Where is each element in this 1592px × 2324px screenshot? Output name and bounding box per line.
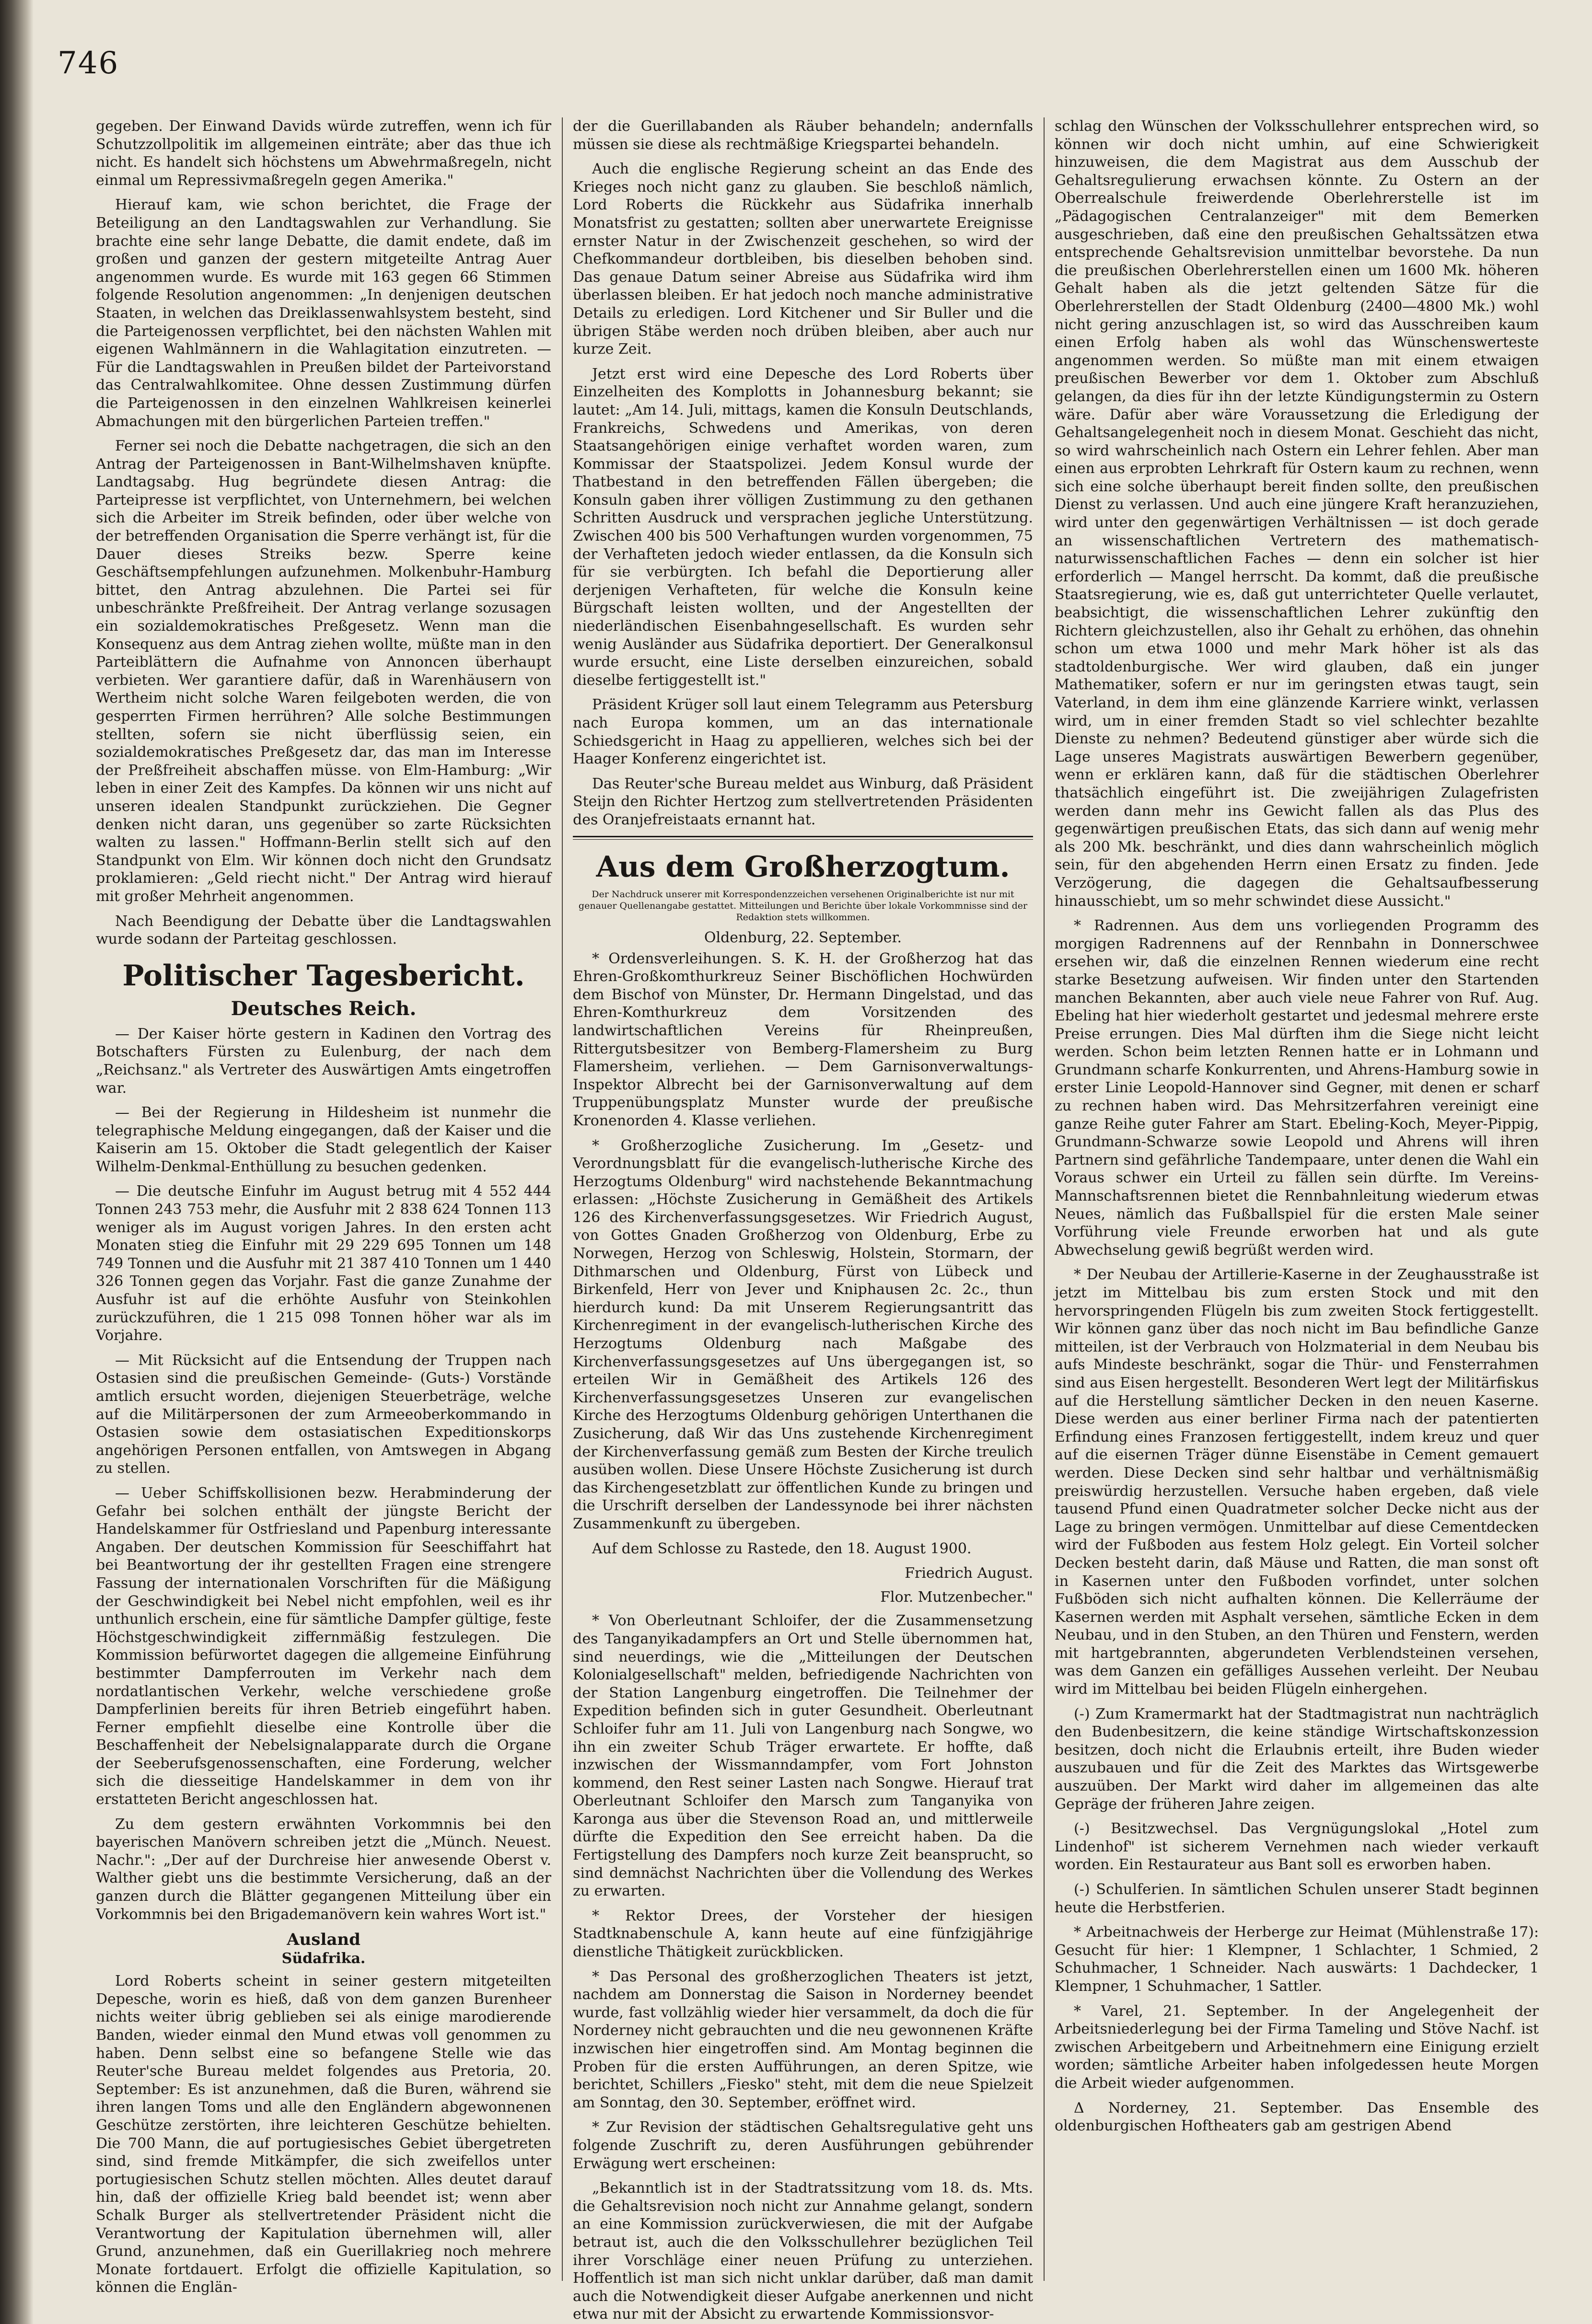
article-paragraph: — Die deutsche Einfuhr im August betrug mit 4 552 444 Tonnen 243 753 mehr, die Ausfuhr mit 2 838 624 Tonnen 113 weniger als im August vorigen Jahres. In den ersten acht Monaten stieg die Einfuhr mit 29 229 695 Tonnen um 148 749 Tonnen und die Ausfuhr mit 21 387 410 Tonnen um 1 440 326 Tonnen gegen das Vorjahr. Fast die ganze Zunahme der Ausfuhr ist auf die erhöhte Ausfuhr von Steinkohlen zurückzuführen, die 1 215 098 Tonnen höher war als im Vorjahre. xyxy=(96,1183,551,1344)
column-middle xyxy=(573,117,1033,2323)
article-paragraph: — Bei der Regierung in Hildesheim ist nunmehr die telegraphische Meldung eingegangen, daß der Kaiser und die Kaiserin am 15. Oktober die Stadt gelegentlich der Kaiser Wilhelm-Denkmal-Enthüllung zu besuchen gedenken. xyxy=(96,1104,551,1175)
article-paragraph: * Großherzogliche Zusicherung. Im „Gesetz- und Verordnungsblatt für die evangelisch-lutherische Kirche des Herzogtums Oldenburg" wird nachstehende Bekanntmachung erlassen: „Höchste Zusicherung in Gemäßheit des Artikels 126 des Kirchenverfassungsgesetzes. Wir Friedrich August, von Gottes Gnaden Großherzog von Oldenburg, Erbe zu Norwegen, Herzog von Schleswig, Holstein, Stormarn, der Dithmarschen und Oldenburg, Fürst von Lübeck und Birkenfeld, Herr von Jever und Kniphausen 2c. 2c., thun hierdurch kund: Da mit Unserem Regierungsantritt das Kirchenregiment in der evangelisch-lutherischen Kirche des Herzogtums Oldenburg nach Maßgabe des Kirchenverfassungsgesetzes auf Uns übergegangen ist, so erteilen Wir in Gemäßheit des Artikels 126 des Kirchenverfassungsgesetzes Unseren zur evangelischen Kirche des Herzogtums Oldenburg gehörigen Unterthanen die Zusicherung, daß Wir das Uns zustehende Kirchenregiment der Kirchenverfassung gemäß zum Besten der Kirche treulich ausüben wollen. Diese Unsere Höchste Zusicherung ist durch das Kirchengesetzblatt zur öffentlichen Kunde zu bringen und die Urschrift derselben der Landessynode bei ihrer nächsten Zusammenkunft zu übergeben. xyxy=(573,1137,1033,1532)
article-paragraph: * Zur Revision der städtischen Gehaltsregulative geht uns folgende Zuschrift zu, deren Ausführungen gebührender Erwägung wert erscheinen: xyxy=(573,2119,1033,2172)
article-paragraph: * Der Neubau der Artillerie-Kaserne in der Zeughausstraße ist jetzt im Mittelbau bis zum ersten Stock und mit den hervorspringenden Flügeln bis zum zweiten Stock fertiggestellt. Wir können ganz über das noch nicht im Bau befindliche Ganze mitteilen, ist der Verbrauch von Holzmaterial in dem Neubau bis aufs Mindeste beschränkt, sogar die Thür- und Fensterrahmen sind aus Eisen hergestellt. Besonderen Wert legt der Militärfiskus auf die Herstellung sämtlicher Decken in den neuen Kaserne. Diese werden aus einer berliner Firma nach der patentierten Erfindung eines Franzosen fertiggestellt, indem kreuz und quer auf die eisernen Träger dünne Eisenstäbe in Cement gemauert werden. Diese Decken sind sehr haltbar und verhältnismäßig preiswürdig herzustellen. Versuche haben ergeben, daß viele tausend Pfund einen Quadratmeter solcher Decke nicht aus der Lage zu bringen vermögen. Unmittelbar auf diese Cementdecken wird der Fußboden aus festem Holz gelegt. Ein Vorteil solcher Decken besteht darin, daß Mäuse und Ratten, die man sonst oft in Kasernen unter den Fußboden vorfindet, unter solchen Fußböden sich nicht aufhalten können. Die Kellerräume der Kasernen werden mit Asphalt versehen, sämtliche Ecken in dem Neubau, und in den Stuben, an den Thüren und Fenstern, werden mit hartgebrannten, abgerundeten Verblendsteinen versehen, was dem Ganzen ein gefälliges Aussehen verleiht. Der Neubau wird im Mittelbau bei beiden Flügeln einhergehen. xyxy=(1055,1266,1539,1698)
article-paragraph: der die Guerillabanden als Räuber behandeln; andernfalls müssen sie diese als rechtmäßige Kriegspartei behandeln. xyxy=(573,118,1033,153)
article-paragraph: Präsident Krüger soll laut einem Telegramm aus Petersburg nach Europa kommen, um an das internationale Schiedsgericht in Haag zu appellieren, welches sich bei der Haager Konferenz eingerichtet ist. xyxy=(573,696,1033,768)
article-paragraph: (-) Zum Kramermarkt hat der Stadtmagistrat nun nachträglich den Budenbesitzern, die keine ständige Wirtschaftskonzession besitzen, doch nicht die Erlaubnis erteilt, ihre Buden wieder auszubauen und für die Zeit des Marktes das Wirtsgewerbe auszuüben. Der Markt wird daher im allgemeinen das alte Gepräge der früheren Jahre zeigen. xyxy=(1055,1705,1539,1813)
article-paragraph: — Ueber Schiffskollisionen bezw. Herabminderung der Gefahr bei solchen enthält der jüngste Bericht der Handelskammer für Ostfriesland und Papenburg interessante Angaben. Der deutschen Kommission für Seeschiffahrt hat bei Beantwortung der ihr gestellten Fragen eine strengere Fassung der internationalen Vorschriften für die Mäßigung der Geschwindigkeit bei Nebel nicht empfohlen, weil es ihr unthunlich erschein, eine für sämtliche Dampfer gültige, feste Höchstgeschwindigkeit ziffernmäßig festzulegen. Die Kommission befürwortet dagegen die allgemeine Einführung bestimmter Dampferrouten im Verkehr nach dem nordatlantischen Verkehr, welche verschiedene große Dampferlinien bereits für ihren Betrieb eingeführt haben. Ferner empfiehlt dieselbe eine Kontrolle über die Beschaffenheit der Nebelsignalapparate durch die Organe der Seeberufsgenossenschaften, eine Forderung, welcher sich die diesseitige Handelskammer in dem von ihr erstatteten Bericht angeschlossen hat. xyxy=(96,1484,551,1808)
article-paragraph: schlag den Wünschen der Volksschullehrer entsprechen wird, so können wir doch nicht umhin, auf eine Schwierigkeit hinzuweisen, die dem Magistrat aus dem Ausschub der Gehaltsregulierung erwachsen könnte. Zu Ostern an der Oberrealschule freiwerdende Oberlehrerstelle ist im „Pädagogischen Centralanzeiger" mit dem Bemerken ausgeschrieben, daß eine den preußischen Gehaltssätzen etwa entsprechende Gehaltsrevision unmittelbar bevorstehe. Da nun die preußischen Oberlehrerstellen einen um 1600 Mk. höheren Gehalt haben als die jetzt geltenden Sätze für die Oberlehrerstellen der Stadt Oldenburg (2400—4800 Mk.) wohl nicht gering anzuschlagen ist, so wird das Ausschreiben kaum einen Erfolg haben als wohl das Wünschenswerteste angenommen werden. So müßte man mit einem etwaigen preußischen Bewerber vor dem 1. Oktober zum Abschluß gelangen, da dies für ihn der letzte Kündigungstermin zu Ostern wäre. Dafür aber wäre Voraussetzung die Erledigung der Gehaltsangelegenheit noch in diesem Monat. Geschieht das nicht, so wird wahrscheinlich nach Ostern ein Lehrer fehlen. Aber man einen aus erprobten Lehrkraft für Ostern kaum zu rechnen, wenn sich eine solche überhaupt bereit finden sollte, den preußischen Dienst zu verlassen. Und auch eine jüngere Kraft heranzuziehen, wird unter den gegenwärtigen Verhältnissen — ist doch gerade an wissenschaftlichen Vertretern des mathematisch-naturwissenschaftlichen Faches — denn ein solcher ist hier erforderlich — Mangel herrscht. Da kommt, daß die preußische Staatsregierung, wie es, daß gut unterrichteter Quelle verlautet, beabsichtigt, die wissenschaftlichen Lehrer zukünftig den Richtern gleichzustellen, also ihr Gehalt zu erhöhen, das ohnehin schon um etwa 1000 und mehr Mark höher ist als das stadtoldenburgische. Wer wird glauben, daß ein junger Mathematiker, sofern er nur im geringsten etwas taugt, sein Vaterland, in dem ihm eine glänzende Karriere winkt, verlassen wird, um in einer fremden Stadt so viel schlechter bezahlte Dienste zu nehmen? Bedeutend günstiger aber würde sich die Lage unseres Magistrats auswärtigen Bewerbern gegenüber, wenn er erklären kann, daß für die städtischen Oberlehrer thatsächlich eingeführt ist. Die zweijährigen Zulagefristen werden dann mehr ins Gewicht fallen als das Plus des gegenwärtigen preußischen Etats, das sich dann auf wenig mehr als 200 Mk. beschränkt, und dies dann wahrscheinlich möglich sein, für den abgehenden Herrn einen Ersatz zu finden. Jede Verzögerung, die dagegen die Gehaltsaufbesserung hinausschiebt, um so mehr schwindet diese Aussicht." xyxy=(1055,118,1539,910)
subsection-heading-suedafrika: Südafrika. xyxy=(281,1950,366,1967)
section-heading-grossherzogtum: Aus dem Großherzogtum. xyxy=(596,850,1010,884)
section-divider xyxy=(573,836,1033,840)
reprint-notice: Der Nachdruck unserer mit Korrespondenzzeichen versehenen Originalberichte ist nur mit genauer Quellenangabe gestattet. Mitteilungen und Berichte über lokale Vorkommnisse sind der Redaktion stets willkommen. xyxy=(578,889,1028,923)
article-paragraph: Zu dem gestern erwähnten Vorkommnis bei den bayerischen Manövern schreiben jetzt die „Münch. Neuest. Nachr.": „Der auf der Durchreise hier anwesende Oberst v. Walther giebt uns die bestimmte Versicherung, daß an der ganzen durch die Blätter gegangenen Mitteilung über ein Vorkommnis bei den Brigademanövern kein wahres Wort ist." xyxy=(96,1815,551,1923)
subsection-heading-ausland: Ausland xyxy=(287,1930,360,1950)
article-paragraph: * Arbeitnachweis der Herberge zur Heimat (Mühlenstraße 17): Gesucht für hier: 1 Klempner, 1 Schlachter, 1 Schmied, 2 Schuhmacher, 1 Schneider. Nach auswärts: 1 Dachdecker, 1 Klempner, 1 Schuhmacher, 1 Sattler. xyxy=(1055,1924,1539,1995)
article-paragraph: * Radrennen. Aus dem uns vorliegenden Programm des morgigen Radrennens auf der Rennbahn in Donnerschwee ersehen wir, daß die einzelnen Rennen wiederum eine recht starke Besetzung aufweisen. Wir finden unter den Startenden manchen Bekannten, aber auch viele neue Fahrer von Ruf. Aug. Ebeling hat hier wiederholt gestartet und jedesmal mehrere erste Preise errungen. Dies Mal dürften ihm die Siege nicht leicht werden. Schon beim letzten Rennen hatte er in Lohmann und Grundmann scharfe Konkurrenten, und Ahrens-Hamburg sowie in erster Linie Leopold-Hannover sind Gegner, mit denen er scharf zu rechnen haben wird. Das Mehrsitzerfahren vereinigt eine ganze Reihe guter Fahrer am Start. Ebeling-Koch, Meyer-Pippig, Grundmann-Schwarze sowie Leopold und Ahrens will ihren Partnern sind gefährliche Tandempaare, unter denen die Wahl ein Voraus schwer ein Urteil zu fällen sein dürfte. Im Vereins-Mannschaftsrennen bietet die Rennbahnleitung wiederum etwas Neues, nämlich das Fußballspiel für die ersten Male seiner Vorführung viele Freunde erworben hat und als gute Abwechselung gewiß begrüßt werden wird. xyxy=(1055,917,1539,1259)
article-paragraph: * Varel, 21. September. In der Angelegenheit der Arbeitsniederlegung bei der Firma Tameling und Stöve Nachf. ist zwischen Arbeitgebern und Arbeitnehmern eine Einigung erzielt worden; sämtliche Arbeiter haben infolgedessen heute Morgen die Arbeit wieder aufgenommen. xyxy=(1055,2002,1539,2092)
column-rule xyxy=(1044,117,1045,2281)
column-rule xyxy=(562,117,563,2281)
article-paragraph: Hierauf kam, wie schon berichtet, die Frage der Beteiligung an den Landtagswahlen zur Verhandlung. Sie brachte eine sehr lange Debatte, die damit endete, daß im großen und ganzen der gestern mitgeteilte Antrag Auer angenommen wurde. Es wurde mit 163 gegen 66 Stimmen folgende Resolution angenommen: „In denjenigen deutschen Staaten, in welchen das Dreiklassenwahlsystem besteht, sind die Parteigenossen verpflichtet, bei den nächsten Wahlen mit eigenen Wahlmännern in die Wahlagitation einzutreten. — Für die Landtagswahlen in Preußen bildet der Parteivorstand das Centralwahlkomitee. Ohne dessen Zustimmung dürfen die Parteigenossen in den einzelnen Wahlkreisen keinerlei Abmachungen mit den bürgerlichen Parteien treffen." xyxy=(96,197,551,430)
article-paragraph: (-) Besitzwechsel. Das Vergnügungslokal „Hotel zum Lindenhof" ist sicherem Vernehmen nach wieder verkauft worden. Ein Restaurateur aus Bant soll es erworben haben. xyxy=(1055,1820,1539,1873)
article-paragraph: Ferner sei noch die Debatte nachgetragen, die sich an den Antrag der Parteigenossen in Bant-Wilhelmshaven knüpfte. Landtagsabg. Hug begründete diesen Antrag: die Parteipresse ist verpflichtet, von Unternehmern, bei welchen sich die Arbeiter im Streik befinden, oder über welche von der betreffenden Organisation die Sperre verhängt ist, für die Dauer dieses Streiks bezw. Sperre keine Geschäftsempfehlungen aufzunehmen. Molkenbuhr-Hamburg bittet, den Antrag abzulehnen. Die Partei sei für unbeschränkte Preßfreiheit. Der Antrag verlange sozusagen ein sozialdemokratisches Preßgesetz. Wenn man die Konsequenz aus dem Antrag ziehen wollte, müßte man in den Parteiblättern die Aufnahme von Annoncen überhaupt verbieten. Wer garantiere dafür, daß in Warenhäusern von Wertheim nicht solche Waren feilgeboten werden, die von gesperrten Firmen herrühren? Alle solche Bestimmungen stellten, sofern sie nicht überflüssig seien, ein sozialdemokratisches Preßgesetz dar, das man im Interesse der Preßfreiheit abschaffen müsse. von Elm-Hamburg: „Wir leben in einer Zeit des Kampfes. Da können wir uns nicht auf unseren idealen Standpunkt zurückziehen. Die Gegner denken nicht daran, uns gegenüber so zarte Rücksichten walten zu lassen." Hoffmann-Berlin stellt sich auf den Standpunkt von Elm. Wir können doch nicht den Grundsatz proklamieren: „Geld riecht nicht." Der Antrag wird hierauf mit großer Mehrheit angenommen. xyxy=(96,438,551,905)
column-right xyxy=(1055,117,1539,2281)
article-paragraph: Δ Norderney, 21. September. Das Ensemble des oldenburgischen Hoftheaters gab am gestrigen Abend xyxy=(1055,2099,1539,2135)
article-paragraph: Auch die englische Regierung scheint an das Ende des Krieges noch nicht ganz zu glauben. Sie beschloß nämlich, Lord Roberts die Rückkehr aus Südafrika innerhalb Monatsfrist zu gestatten; sollten aber unerwartete Ereignisse ernster Natur in der Zwischenzeit geschehen, so wird der Chefkommandeur dortbleiben, bis dieselben behoben sind. Das genaue Datum seiner Abreise aus Südafrika wird ihm überlassen bleiben. Er hat jedoch noch manche administrative Details zu erledigen. Lord Kitchener und Sir Buller und die übrigen Stäbe werden noch drüben bleiben, aber auch nur kurze Zeit. xyxy=(573,161,1033,358)
article-paragraph: „Bekanntlich ist in der Stadtratssitzung vom 18. ds. Mts. die Gehaltsrevision noch nicht zur Annahme gelangt, sondern an eine Kommission zurückverwiesen, die mit der Aufgabe betraut ist, auch die den Volksschullehrer bezüglichen Teil ihrer Vorschläge einer neuen Prüfung zu unterziehen. Hoffentlich ist man sich nicht unklar darüber, daß man damit auch die Notwendigkeit dieser Aufgabe anerkennen und nicht etwa nur mit der Absicht zu erwartende Kommissionsvor- xyxy=(573,2180,1033,2323)
article-paragraph: — Mit Rücksicht auf die Entsendung der Truppen nach Ostasien sind die preußischen Gemeinde- (Guts-) Vorstände amtlich ersucht worden, diejenigen Steuerbeträge, welche auf die Militärpersonen der zum Armeeoberkommando in Ostasien sowie dem ostasiatischen Expeditionskorps angehörigen Personen entfallen, von Amtswegen in Abgang zu stellen. xyxy=(96,1352,551,1477)
article-paragraph: * Das Personal des großherzoglichen Theaters ist jetzt, nachdem am Donnerstag die Saison in Norderney beendet wurde, fast vollzählig wieder hier versammelt, da doch die für Norderney nicht gebrauchten und die neu gewonnenen Kräfte inzwischen hier eingetroffen sind. Am Montag beginnen die Proben für die ersten Aufführungen, an deren Spitze, wie berichtet, Schillers „Fiesko" steht, mit dem die neue Spielzeit am Sonntag, den 30. September, eröffnet wird. xyxy=(573,1968,1033,2111)
article-paragraph: (-) Schulferien. In sämtlichen Schulen unserer Stadt beginnen heute die Herbstferien. xyxy=(1055,1881,1539,1916)
article-paragraph: Jetzt erst wird eine Depesche des Lord Roberts über Einzelheiten des Komplotts in Johannesburg bekannt; sie lautet: „Am 14. Juli, mittags, kamen die Konsuln Deutschlands, Frankreichs, Schwedens und Amerikas, von deren Staatsangehörigen einige verhaftet worden waren, zum Kommissar der Staatspolizei. Jedem Konsul wurde der Thatbestand in den betreffenden Fällen übergeben; die Konsuln gaben ihrer völligen Zustimmung zu den gethanen Schritten Ausdruck und versprachen jegliche Unterstützung. Zwischen 400 bis 500 Verhaftungen wurden vorgenommen, 75 der Verhafteten jedoch wieder entlassen, da die Konsuln sich für sie verbürgten. Ich befahl die Deportierung aller derjenigen Verhafteten, für welche die Konsuln keine Bürgschaft leisten wollten, und der Angestellten der niederländischen Eisenbahngesellschaft. Es wurden sehr wenig Ausländer aus Südafrika deportiert. Der Generalkonsul wurde ersucht, eine Liste derselben einzureichen, sobald dieselbe fertiggestellt ist." xyxy=(573,365,1033,689)
article-paragraph: * Rektor Drees, der Vorsteher der hiesigen Stadtknabenschule A, kann heute auf eine fünfzigjährige dienstliche Thätigkeit zurückblicken. xyxy=(573,1907,1033,1961)
article-paragraph: Lord Roberts scheint in seiner gestern mitgeteilten Depesche, worin es hieß, daß von dem ganzen Burenheer nichts weiter übrig geblieben sei als einige marodierende Banden, wieder einmal den Mund etwas voll genommen zu haben. Denn selbst eine so befangene Stelle wie das Reuter'sche Bureau meldet folgendes aus Pretoria, 20. September: Es ist anzunehmen, daß die Buren, während sie ihren langen Toms und alle den Engländern abgewonnenen Geschütze zerstörten, ihre leichteren Geschütze behielten. Die 700 Mann, die auf portugiesisches Gebiet übergetreten sind, sind fremde Mitkämpfer, die sich zweifellos unter portugiesischen Schutz stellen möchten. Alles deutet darauf hin, daß der offizielle Krieg bald beendet ist; wenn aber Schalk Burger als stellvertretender Präsident nicht die Verantwortung der Kapitulation übernehmen will, aller Grund, anzunehmen, daß ein Guerillakrieg noch mehrere Monate fortdauert. Erfolgt die offizielle Kapitulation, so können die Englän- xyxy=(96,1973,551,2296)
article-paragraph: gegeben. Der Einwand Davids würde zutreffen, wenn ich für Schutzzollpolitik im allgemeinen einträte; aber das thue ich nicht. Es handelt sich höchstens um Abwehrmaßregeln, nicht einmal um Repressivmaßregeln gegen Amerika." xyxy=(96,118,551,189)
article-paragraph: Nach Beendigung der Debatte über die Landtagswahlen wurde sodann der Parteitag geschlossen. xyxy=(96,913,551,948)
article-paragraph: Das Reuter'sche Bureau meldet aus Winburg, daß Präsident Steijn den Richter Hertzog zum stellvertretenden Präsidenten des Oranjefreistaats ernannt hat. xyxy=(573,775,1033,828)
column-left xyxy=(96,117,551,2296)
signature: Flor. Mutzenbecher." xyxy=(880,1588,1033,1606)
page-number: 746 xyxy=(58,46,119,81)
subsection-heading-deutsches-reich: Deutsches Reich. xyxy=(231,997,417,1020)
article-paragraph: * Von Oberleutnant Schloifer, der die Zusammensetzung des Tanganyikadampfers an Ort und Stelle übernommen hat, sind neuerdings, wie die „Mitteilungen der Deutschen Kolonialgesellschaft" melden, befriedigende Nachrichten von der Station Langenburg eingetroffen. Die Teilnehmer der Expedition befinden sich in guter Gesundheit. Oberleutnant Schloifer fuhr am 11. Juli von Langenburg nach Songwe, wo ihn ein zweiter Schub Träger erwartete. Er hoffte, daß inzwischen der Wissmanndampfer, vom Fort Johnston kommend, den Rest seiner Lasten nach Songwe. Hierauf trat Oberleutnant Schloifer den Marsch zum Tanganyika von Karonga aus über die Stevenson Road an, und mittlerweile dürfte die Expedition den See erreicht haben. Da die Fertigstellung des Dampfers noch kurze Zeit beansprucht, so sind demnächst Nachrichten über die Vollendung des Werkes zu erwarten. xyxy=(573,1612,1033,1900)
signature: Friedrich August. xyxy=(905,1565,1033,1582)
article-paragraph: * Ordensverleihungen. S. K. H. der Großherzog hat das Ehren-Großkomthurkreuz Seiner Bischöflichen Hochwürden dem Bischof von Münster, Dr. Hermann Dingelstad, und das Ehren-Komthurkreuz dem Vorsitzenden des landwirtschaftlichen Vereins für Rheinpreußen, Rittergutsbesitzer von Bemberg-Flamersheim zu Burg Flamersheim, verliehen. — Dem Garnisonverwaltungs-Inspektor Albrecht bei der Garnisonverwaltung auf dem Truppenübungsplatz Munster wurde der preußische Kronenorden 4. Klasse verliehen. xyxy=(573,950,1033,1129)
section-heading-tagesbericht: Politischer Tagesbericht. xyxy=(122,959,525,993)
article-paragraph: Auf dem Schlosse zu Rastede, den 18. August 1900. xyxy=(592,1540,972,1557)
article-paragraph: — Der Kaiser hörte gestern in Kadinen den Vortrag des Botschafters Fürsten zu Eulenburg, der nach dem „Reichsanz." als Vertreter des Auswärtigen Amts eingetroffen war. xyxy=(96,1025,551,1097)
dateline: Oldenburg, 22. September. xyxy=(704,929,902,946)
